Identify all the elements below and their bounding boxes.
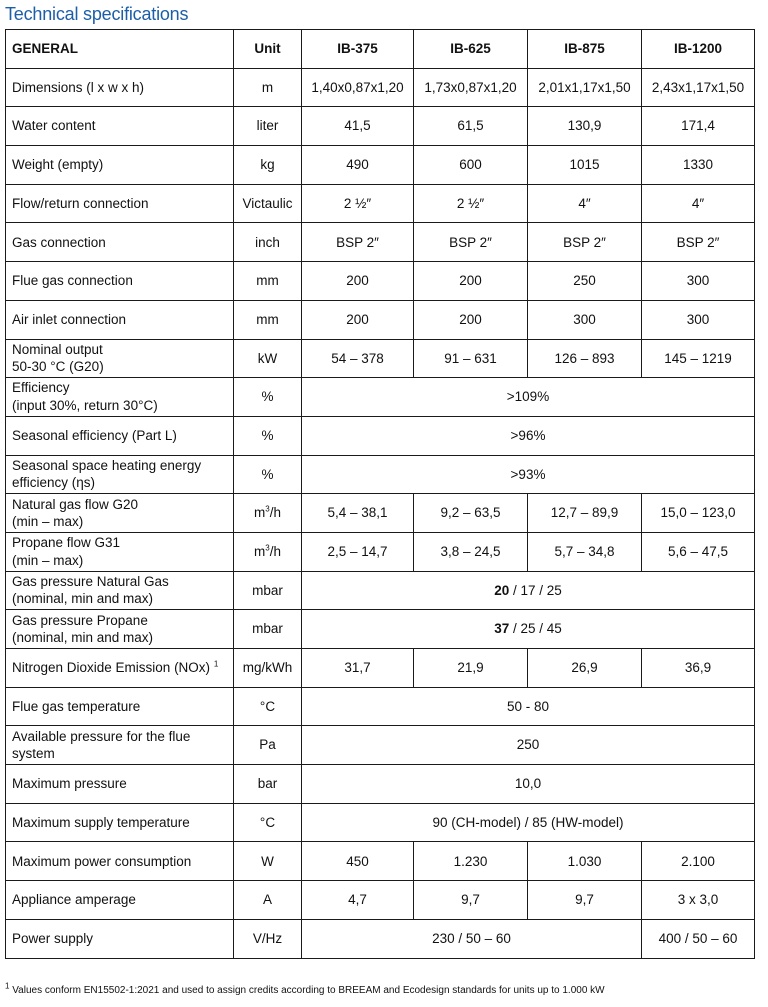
row-label-line: Dimensions (l x w x h)	[12, 79, 145, 95]
row-unit: °C	[234, 687, 302, 726]
row-label	[6, 726, 234, 765]
header-general: GENERAL	[6, 30, 234, 69]
footnote-marker: 1	[5, 981, 10, 991]
table-row	[6, 532, 755, 571]
range-values: / 25 / 45	[509, 621, 562, 637]
row-unit: %	[234, 455, 302, 494]
value-cell: 4,7	[302, 881, 414, 920]
row-unit: V/Hz	[234, 919, 302, 958]
row-label-line: Seasonal efficiency (Part L)	[12, 427, 177, 443]
table-row	[6, 378, 755, 417]
row-unit	[234, 494, 302, 533]
row-unit: Pa	[234, 726, 302, 765]
row-unit: %	[234, 416, 302, 455]
value-cell: BSP 2″	[302, 223, 414, 262]
row-label	[6, 765, 234, 804]
row-label-line: Flue gas temperature	[12, 698, 141, 714]
value-cell: 300	[528, 300, 642, 339]
value-cell: 54 – 378	[302, 339, 414, 378]
row-unit: °C	[234, 803, 302, 842]
row-label	[6, 107, 234, 146]
row-label-line: system	[12, 746, 55, 762]
row-unit: m	[234, 68, 302, 107]
table-row	[6, 416, 755, 455]
table-row	[6, 339, 755, 378]
row-label-line: Gas connection	[12, 234, 106, 250]
value-cell: 200	[302, 262, 414, 301]
table-row	[6, 919, 755, 958]
row-label-line: Propane flow G31	[12, 535, 121, 551]
unit-base: m	[254, 505, 266, 521]
unit-rest: /h	[269, 544, 281, 559]
row-unit: bar	[234, 765, 302, 804]
row-unit: kg	[234, 146, 302, 185]
row-label	[6, 262, 234, 301]
row-label-line: Natural gas flow G20	[12, 496, 139, 512]
row-label-line: efficiency (ηs)	[12, 475, 96, 491]
footnote-ref: 1	[213, 659, 219, 669]
value-cell: 2 ½″	[302, 184, 414, 223]
row-label-line: Weight (empty)	[12, 157, 104, 173]
row-label-line: 50-30 °C (G20)	[12, 359, 104, 375]
unit-sup: 3	[265, 543, 270, 553]
value-cell: 130,9	[528, 107, 642, 146]
row-label-line: Gas pressure Natural Gas	[12, 573, 169, 589]
row-unit	[234, 532, 302, 571]
row-label-line: Maximum supply temperature	[12, 814, 190, 830]
value-cell: 9,7	[528, 881, 642, 920]
row-label	[6, 184, 234, 223]
value-cell: 200	[414, 262, 528, 301]
header-model: IB-625	[414, 30, 528, 69]
value-cell: 4″	[528, 184, 642, 223]
row-label-line: Seasonal space heating energy	[12, 457, 202, 473]
table-row	[6, 184, 755, 223]
row-label-line: Flue gas connection	[12, 273, 133, 289]
value-cell: 490	[302, 146, 414, 185]
table-header-row	[6, 30, 755, 69]
row-unit: liter	[234, 107, 302, 146]
row-label-line: (min – max)	[12, 514, 84, 530]
row-unit: %	[234, 378, 302, 417]
row-label-line: Maximum pressure	[12, 776, 127, 792]
value-cell: 300	[642, 262, 755, 301]
row-label	[6, 300, 234, 339]
value-cell: 1.230	[414, 842, 528, 881]
range-values: / 17 / 25	[509, 582, 562, 598]
row-label	[6, 378, 234, 417]
row-label-line: Power supply	[12, 930, 94, 946]
table-row	[6, 765, 755, 804]
value-cell: 61,5	[414, 107, 528, 146]
value-cell: 9,2 – 63,5	[414, 494, 528, 533]
value-cell: 4″	[642, 184, 755, 223]
page-title: Technical specifications	[5, 4, 189, 24]
table-row	[6, 107, 755, 146]
row-label	[6, 571, 234, 610]
value-cell: 400 / 50 – 60	[642, 919, 755, 958]
row-label-line: Available pressure for the flue	[12, 728, 191, 744]
table-row	[6, 571, 755, 610]
value-cell: 15,0 – 123,0	[642, 494, 755, 533]
value-cell: 2 ½″	[414, 184, 528, 223]
value-cell: 2,01x1,17x1,50	[528, 68, 642, 107]
value-cell: 36,9	[642, 649, 755, 688]
value-cell: 41,5	[302, 107, 414, 146]
value-cell: 2,5 – 14,7	[302, 532, 414, 571]
row-label	[6, 649, 234, 688]
table-row	[6, 687, 755, 726]
table-row	[6, 262, 755, 301]
table-row	[6, 803, 755, 842]
value-cell: 31,7	[302, 649, 414, 688]
row-unit: Victaulic	[234, 184, 302, 223]
value-cell: 3 x 3,0	[642, 881, 755, 920]
header-model: IB-375	[302, 30, 414, 69]
table-row	[6, 300, 755, 339]
value-cell: 1015	[528, 146, 642, 185]
specifications-table	[5, 29, 755, 959]
value-cell: 2,43x1,17x1,50	[642, 68, 755, 107]
row-label	[6, 494, 234, 533]
row-label	[6, 842, 234, 881]
row-label-line: Nitrogen Dioxide Emission (NOx)	[12, 660, 211, 676]
unit-rest: /h	[269, 505, 281, 521]
value-cell: 3,8 – 24,5	[414, 532, 528, 571]
row-label	[6, 881, 234, 920]
value-cell: 26,9	[528, 649, 642, 688]
header-unit: Unit	[234, 30, 302, 69]
row-label-line: (input 30%, return 30°C)	[12, 398, 158, 414]
value-cell: 145 – 1219	[642, 339, 755, 378]
table-row	[6, 68, 755, 107]
value-cell: 200	[302, 300, 414, 339]
row-label	[6, 68, 234, 107]
row-label-line: Nominal output	[12, 341, 103, 357]
nominal-value: 37	[494, 621, 510, 637]
footnote-text: Values conform EN15502-1:2021 and used to assign credits according to BREEAM and Ecodesign standards for units up to 1.000 kW	[9, 985, 605, 996]
value-cell: 5,4 – 38,1	[302, 494, 414, 533]
value-cell-merged: 250	[302, 726, 755, 765]
table-row	[6, 649, 755, 688]
row-label	[6, 146, 234, 185]
nominal-value: 20	[494, 582, 510, 598]
table-row	[6, 881, 755, 920]
value-cell: BSP 2″	[528, 223, 642, 262]
row-label-line: Water content	[12, 118, 96, 134]
table-body	[6, 68, 755, 958]
footnote	[5, 981, 605, 996]
table-row	[6, 610, 755, 649]
value-cell-merged: 90 (CH-model) / 85 (HW-model)	[302, 803, 755, 842]
value-cell-merged: >109%	[302, 378, 755, 417]
table-row	[6, 146, 755, 185]
value-cell-merged	[302, 610, 755, 649]
value-cell: 5,6 – 47,5	[642, 532, 755, 571]
value-cell-merged: 10,0	[302, 765, 755, 804]
unit-base: m	[254, 544, 266, 559]
value-cell: 250	[528, 262, 642, 301]
row-label-line: (nominal, min and max)	[12, 591, 154, 607]
value-cell: 171,4	[642, 107, 755, 146]
table-row	[6, 726, 755, 765]
row-label-line: Efficiency	[12, 380, 70, 396]
row-label-line: Gas pressure Propane	[12, 612, 148, 628]
row-label	[6, 687, 234, 726]
table-row	[6, 223, 755, 262]
row-unit: mbar	[234, 610, 302, 649]
header-model: IB-875	[528, 30, 642, 69]
row-unit: mg/kWh	[234, 649, 302, 688]
table-row	[6, 455, 755, 494]
value-cell: 21,9	[414, 649, 528, 688]
row-label	[6, 532, 234, 571]
row-unit: kW	[234, 339, 302, 378]
value-cell: 300	[642, 300, 755, 339]
value-cell-merged	[302, 571, 755, 610]
value-cell: BSP 2″	[642, 223, 755, 262]
row-unit: mm	[234, 262, 302, 301]
row-label	[6, 455, 234, 494]
row-label-line: Maximum power consumption	[12, 853, 192, 869]
value-cell-merged: 230 / 50 – 60	[302, 919, 642, 958]
row-label	[6, 416, 234, 455]
row-unit: mm	[234, 300, 302, 339]
unit-sup: 3	[265, 504, 270, 514]
row-label-line: Appliance amperage	[12, 892, 136, 908]
value-cell: 200	[414, 300, 528, 339]
value-cell: 12,7 – 89,9	[528, 494, 642, 533]
row-label	[6, 803, 234, 842]
value-cell: 126 – 893	[528, 339, 642, 378]
value-cell-merged: 50 - 80	[302, 687, 755, 726]
row-label	[6, 223, 234, 262]
row-unit: W	[234, 842, 302, 881]
row-unit: mbar	[234, 571, 302, 610]
value-cell: 1,40x0,87x1,20	[302, 68, 414, 107]
value-cell: 600	[414, 146, 528, 185]
value-cell: 9,7	[414, 881, 528, 920]
row-unit: A	[234, 881, 302, 920]
value-cell: 91 – 631	[414, 339, 528, 378]
value-cell-merged: >93%	[302, 455, 755, 494]
row-label-line: (nominal, min and max)	[12, 630, 154, 646]
row-label-line: Flow/return connection	[12, 195, 149, 211]
value-cell: 2.100	[642, 842, 755, 881]
row-label-line: (min – max)	[12, 552, 84, 568]
header-model: IB-1200	[642, 30, 755, 69]
table-row	[6, 842, 755, 881]
value-cell: 1330	[642, 146, 755, 185]
value-cell: 1,73x0,87x1,20	[414, 68, 528, 107]
table-row	[6, 494, 755, 533]
row-label	[6, 919, 234, 958]
row-label	[6, 610, 234, 649]
value-cell: BSP 2″	[414, 223, 528, 262]
row-unit: inch	[234, 223, 302, 262]
row-label-line: Air inlet connection	[12, 311, 127, 327]
row-label	[6, 339, 234, 378]
value-cell: 1.030	[528, 842, 642, 881]
value-cell: 5,7 – 34,8	[528, 532, 642, 571]
value-cell-merged: >96%	[302, 416, 755, 455]
value-cell: 450	[302, 842, 414, 881]
